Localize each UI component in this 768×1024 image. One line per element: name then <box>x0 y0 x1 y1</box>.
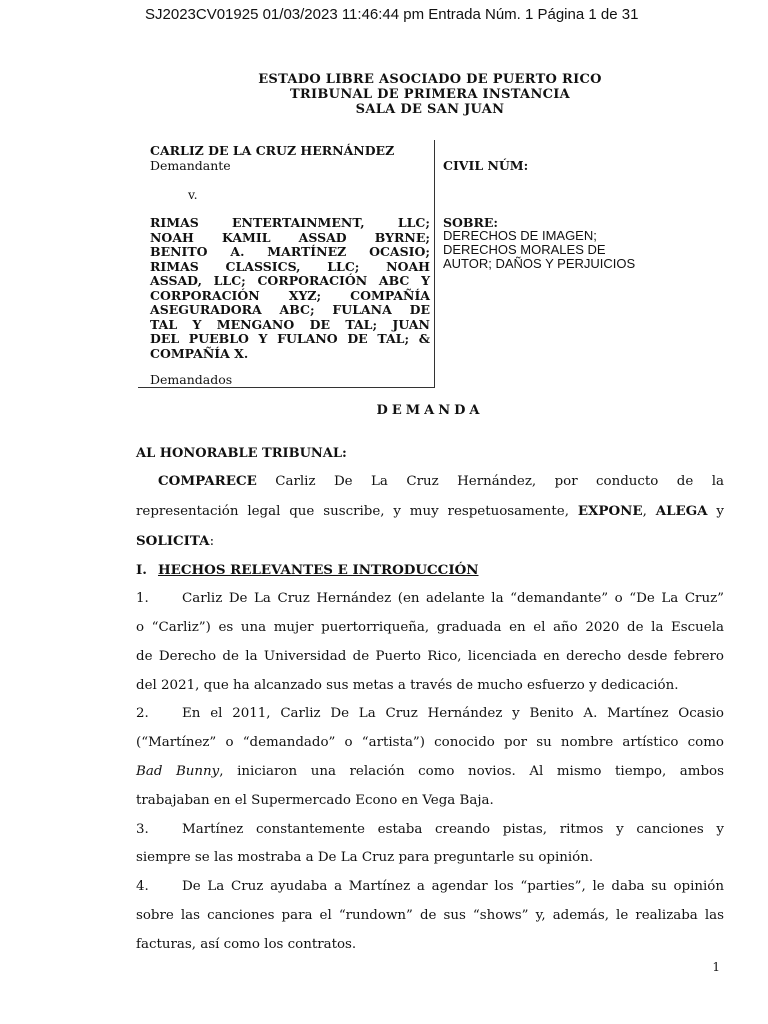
paragraph-number: 3. <box>136 821 149 837</box>
document-title: DEMANDA <box>376 403 484 418</box>
section-number: I. <box>136 562 147 579</box>
court-line-1: ESTADO LIBRE ASOCIADO DE PUERTO RICO <box>258 72 602 87</box>
paragraph-number: 1. <box>136 591 149 607</box>
sobre-line: DERECHOS MORALES DE <box>443 242 606 257</box>
intro-y: y <box>707 503 725 519</box>
defendant-line: TAL Y MENGANO DE TAL; JUAN <box>150 316 430 332</box>
paragraph-2-line <box>136 758 724 787</box>
caption-divider-horizontal <box>138 387 435 388</box>
defendant-line: RIMAS ENTERTAINMENT, LLC; <box>150 215 430 230</box>
paragraph-2-line <box>136 700 724 729</box>
paragraph-3-line <box>136 816 724 845</box>
defendant-line: COMPAÑÍA X. <box>150 345 249 361</box>
intro-text: representación legal que suscribe, y muy respetuosamente, <box>136 503 578 519</box>
paragraph-number: 2. <box>136 706 149 722</box>
paragraph-text: En el 2011, Carliz De La Cruz Hernández y Benito A. Martínez Ocasio <box>182 706 724 722</box>
paragraph-4-line <box>136 873 724 902</box>
defendant-line: ASEGURADORA ABC; FULANA DE <box>150 302 430 317</box>
paragraph-text: , iniciaron una relación como novios. Al mismo tiempo, ambos <box>219 763 724 779</box>
paragraph-2-line: trabajaban en el Supermercado Econo en Vega Baja. <box>136 792 494 808</box>
defendant-line: RIMAS CLASSICS, LLC; NOAH <box>150 258 430 274</box>
caption-divider-vertical <box>434 140 435 388</box>
intro-line-3 <box>136 527 724 557</box>
civil-number-label: CIVIL NÚM: <box>443 158 529 173</box>
defendant-line: CORPORACIÓN XYZ; COMPAÑÍA <box>150 287 430 303</box>
sobre-line: AUTOR; DAÑOS Y PERJUICIOS <box>443 256 636 271</box>
paragraph-2-line: (“Martínez” o “demandado” o “artista”) conocido por su nombre artístico como <box>136 735 724 751</box>
expone-keyword: EXPONE <box>577 502 643 519</box>
sobre-label: SOBRE: <box>443 215 499 230</box>
court-line-2: TRIBUNAL DE PRIMERA INSTANCIA <box>289 87 571 102</box>
versus: v. <box>188 187 198 202</box>
intro-comma: , <box>642 503 656 519</box>
court-line-3: SALA DE SAN JUAN <box>355 102 505 117</box>
salutation: AL HONORABLE TRIBUNAL: <box>136 446 347 461</box>
paragraph-1-line: del 2021, que ha alcanzado sus metas a través de mucho esfuerzo y dedicación. <box>136 677 679 693</box>
paragraph-text: Martínez constantemente estaba creando pistas, ritmos y canciones y <box>182 821 724 837</box>
solicita-keyword: SOLICITA <box>136 532 210 549</box>
comparece-keyword: COMPARECE <box>158 473 257 489</box>
section-heading <box>136 556 724 585</box>
intro-text: Carliz De La Cruz Hernández, por conducto de la <box>256 474 724 489</box>
defendant-line: ASSAD, LLC; CORPORACIÓN ABC Y <box>150 273 430 288</box>
intro-line-2 <box>136 497 724 527</box>
plaintiff-name: CARLIZ DE LA CRUZ HERNÁNDEZ <box>150 143 395 158</box>
alega-keyword: ALEGA <box>655 502 708 519</box>
paragraph-text: Carliz De La Cruz Hernández (en adelante la “demandante” o “De La Cruz” <box>182 591 724 607</box>
sobre-subjects <box>443 229 673 271</box>
artist-name: Bad Bunny <box>136 763 220 779</box>
paragraph-4-line: facturas, así como los contratos. <box>136 936 357 952</box>
paragraph-1-line: o “Carliz”) es una mujer puertorriqueña, graduada en el año 2020 de la Escuela <box>136 619 724 635</box>
page-number: 1 <box>712 960 720 974</box>
defendant-line: NOAH KAMIL ASSAD BYRNE; <box>150 229 430 245</box>
paragraph-number: 4. <box>136 879 149 895</box>
defendants-list <box>150 216 430 361</box>
paragraph-text: De La Cruz ayudaba a Martínez a agendar los “parties”, le daba su opinión <box>182 879 724 895</box>
intro-colon: : <box>209 533 215 549</box>
paragraph-4-line: sobre las canciones para el “rundown” de sus “shows” y, además, le realizaba las <box>136 907 724 923</box>
paragraph-1-line: de Derecho de la Universidad de Puerto Rico, licenciada en derecho desde febrero <box>136 648 724 664</box>
paragraph-3-line: siempre se las mostraba a De La Cruz para preguntarle su opinión. <box>136 850 594 866</box>
section-title: HECHOS RELEVANTES E INTRODUCCIÓN <box>158 562 479 579</box>
defendant-line: DEL PUEBLO Y FULANO DE TAL; & <box>150 331 430 346</box>
filing-stamp: SJ2023CV01925 01/03/2023 11:46:44 pm Entrada Núm. 1 Página 1 de 31 <box>145 6 639 23</box>
plaintiff-role: Demandante <box>150 158 231 173</box>
intro-line-1 <box>136 467 724 497</box>
document-body <box>136 467 724 960</box>
defendants-role: Demandados <box>150 372 233 387</box>
sobre-line: DERECHOS DE IMAGEN; <box>443 228 597 243</box>
paragraph-1-line <box>136 585 724 614</box>
defendant-line: BENITO A. MARTÍNEZ OCASIO; <box>150 244 430 259</box>
